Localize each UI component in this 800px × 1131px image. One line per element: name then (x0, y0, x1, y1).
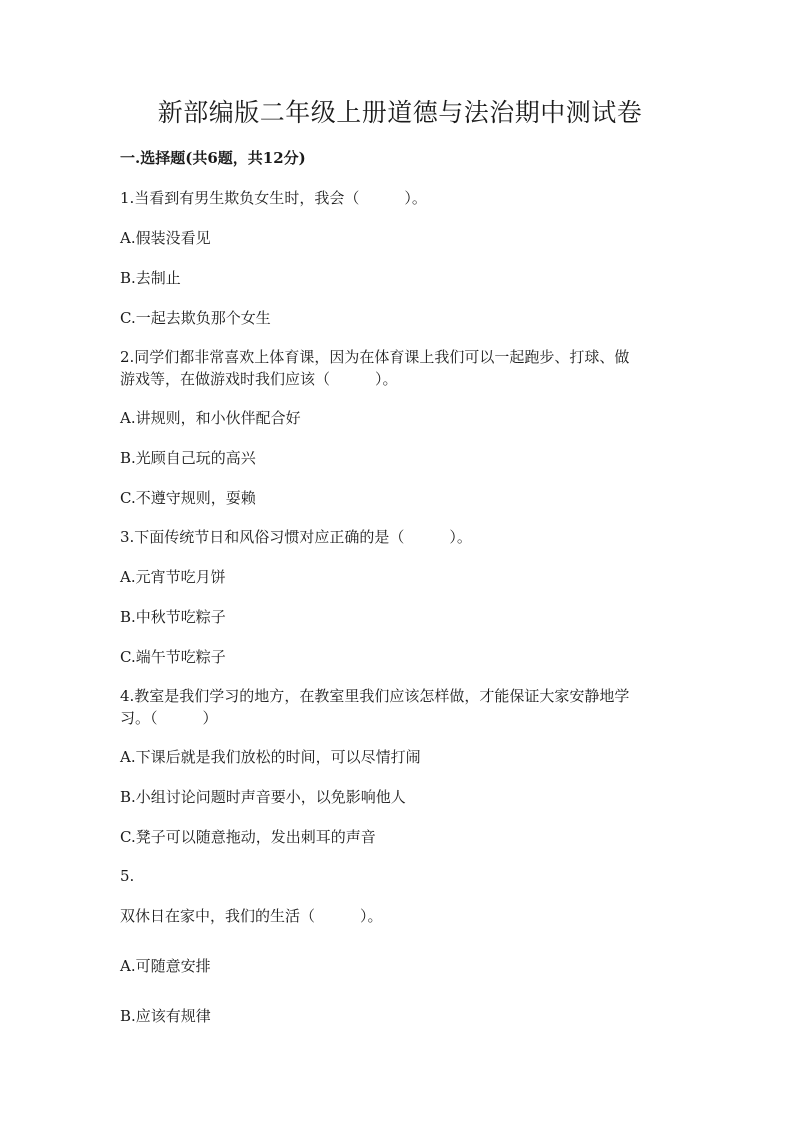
question-2-option-a: A.讲规则，和小伙伴配合好 (120, 409, 301, 427)
question-5-number: 5. (120, 867, 135, 885)
question-4-option-b: B.小组讨论问题时声音要小，以免影响他人 (120, 788, 406, 806)
question-4-option-c: C.凳子可以随意拖动，发出刺耳的声音 (120, 828, 376, 846)
question-4-option-a: A.下课后就是我们放松的时间，可以尽情打闹 (120, 748, 421, 766)
question-3-option-c: C.端午节吃粽子 (120, 648, 226, 666)
question-2-stem-line-1: 2.同学们都非常喜欢上体育课，因为在体育课上我们可以一起跑步、打球、做 (120, 348, 630, 366)
section-heading: 一.选择题(共6题，共12分) (120, 149, 306, 167)
question-5-option-b: B.应该有规律 (120, 1007, 211, 1025)
question-1-stem: 1.当看到有男生欺负女生时，我会（ ）。 (120, 189, 427, 207)
question-1-option-a: A.假装没看见 (120, 229, 211, 247)
question-2-option-b: B.光顾自己玩的高兴 (120, 449, 256, 467)
question-4-stem-line-2: 习。（ ） (120, 709, 218, 727)
question-2-option-c: C.不遵守规则，耍赖 (120, 489, 256, 507)
question-5-stem: 双休日在家中，我们的生活（ ）。 (120, 907, 383, 925)
question-5-option-a: A.可随意安排 (120, 957, 211, 975)
question-4-stem-line-1: 4.教室是我们学习的地方，在教室里我们应该怎样做，才能保证大家安静地学 (120, 687, 630, 705)
question-3-option-a: A.元宵节吃月饼 (120, 568, 226, 586)
question-2-stem-line-2: 游戏等，在做游戏时我们应该（ ）。 (120, 370, 398, 388)
question-3-option-b: B.中秋节吃粽子 (120, 608, 226, 626)
page-title: 新部编版二年级上册道德与法治期中测试卷 (157, 98, 643, 127)
question-3-stem: 3.下面传统节日和风俗习惯对应正确的是（ ）。 (120, 528, 472, 546)
question-1-option-c: C.一起去欺负那个女生 (120, 309, 271, 327)
question-1-option-b: B.去制止 (120, 269, 181, 287)
